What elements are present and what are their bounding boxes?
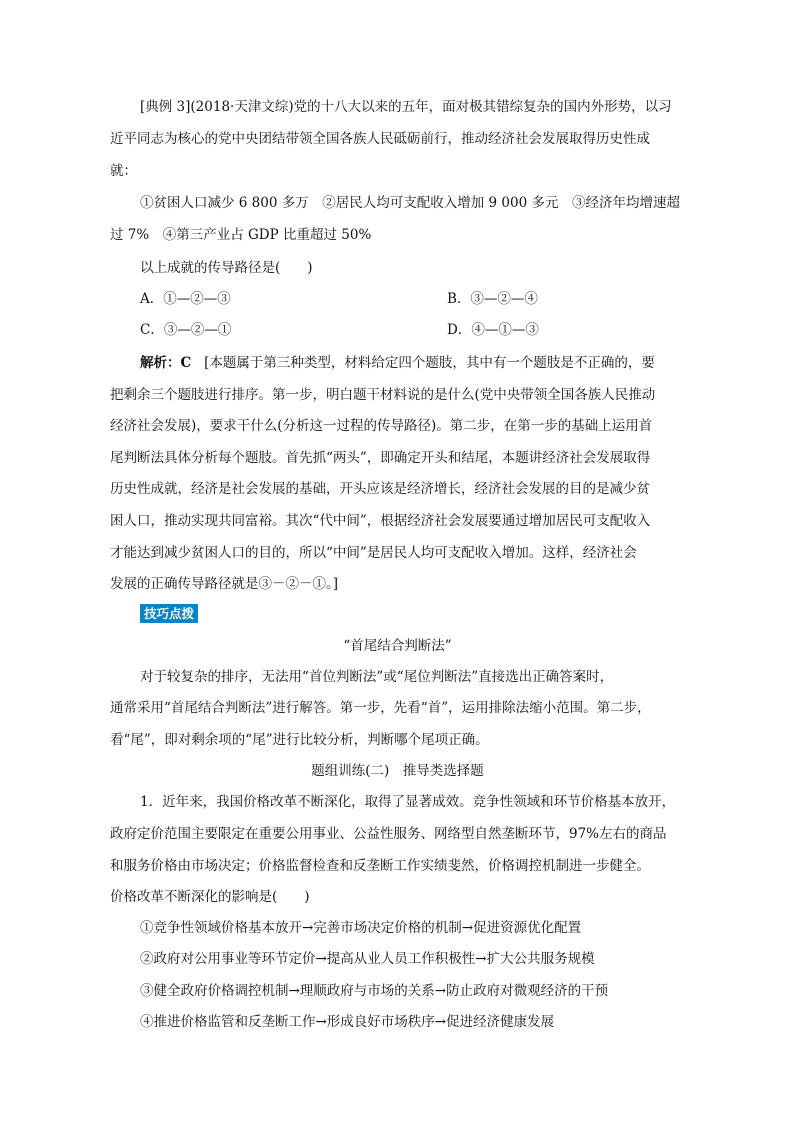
- example-line-1: [典例 3](2018·天津文综)党的十八大以来的五年，面对极其错综复杂的国内外形势，以习: [140, 99, 672, 115]
- analysis-line-6: 困人口，推动实现共同富裕。其次“代中间”，根据经济社会发展要通过增加居民可支配收入: [110, 513, 651, 529]
- option-b: B．③—②—④: [447, 291, 538, 307]
- analysis-line-3: 经济社会发展)，要求干什么(分析这一过程的传导路径)。第二步，在第一步的基础上运用首: [110, 418, 653, 434]
- option-a: A．①—②—③: [140, 291, 231, 307]
- example-line-3: 就：: [110, 163, 137, 179]
- analysis-label: 解析：: [140, 355, 181, 371]
- training-title: 题组训练(二) 推导类选择题: [311, 763, 484, 779]
- example-items-line-2: 过 7% ④第三产业占 GDP 比重超过 50%: [110, 227, 372, 243]
- example-line-2: 近平同志为核心的党中央团结带领全国各族人民砥砺前行，推动经济社会发展取得历史性成: [110, 131, 650, 147]
- q1-line-1: 1．近年来，我国价格改革不断深化，取得了显著成效。竞争性领域和环节价格基本放开，: [140, 794, 676, 810]
- q1-item-3: ③健全政府价格调控机制→理顺政府与市场的关系→防止政府对微观经济的干预: [140, 983, 609, 999]
- analysis-line-1: [140, 353, 655, 373]
- tip-line-3: 看“尾”，即对剩余项的“尾”进行比较分析，判断哪个尾项正确。: [110, 732, 489, 748]
- analysis-line-8: 发展的正确传导路径就是③－②－①。]: [110, 576, 339, 592]
- q1-item-4: ④推进价格监管和反垄断工作→形成良好市场秩序→促进经济健康发展: [140, 1014, 555, 1030]
- option-c: C．③—②—①: [140, 322, 232, 338]
- q1-line-4: 价格改革不断深化的影响是( ): [110, 889, 310, 905]
- q1-line-2: 政府定价范围主要限定在重要公用事业、公益性服务、网络型自然垄断环节，97%左右的商品: [110, 826, 667, 842]
- analysis-line-5: 历史性成就，经济是社会发展的基础，开头应该是经济增长，经济社会发展的目的是减少贫: [110, 481, 650, 497]
- analysis-line-2: 把剩余三个题肢进行排序。第一步，明白题干材料说的是什么(党中央带领全国各族人民推动: [110, 387, 656, 403]
- example-items-line-1: ①贫困人口减少 6 800 多万 ②居民人均可支配收入增加 9 000 多元 ③经济年均增速超: [140, 195, 680, 211]
- tip-line-2: 通常采用“首尾结合判断法”进行解答。第一步，先看“首”，运用排除法缩小范围。第二步，: [110, 700, 651, 716]
- analysis-text-1: [本题属于第三种类型，材料给定四个题肢，其中有一个题肢是不正确的，要: [204, 355, 655, 371]
- q1-item-1: ①竞争性领域价格基本放开→完善市场决定价格的机制→促进资源优化配置: [140, 920, 582, 936]
- tip-line-1: 对于较复杂的排序，无法用“首位判断法”或“尾位判断法”直接选出正确答案时，: [140, 669, 614, 685]
- analysis-line-4: 尾判断法具体分析每个题肢。首先抓“两头”，即确定开头和结尾，本题讲经济社会发展取得: [110, 450, 651, 466]
- analysis-answer: C: [180, 355, 192, 371]
- tip-title: “首尾结合判断法”: [343, 638, 452, 654]
- analysis-line-7: 才能达到减少贫困人口的目的，所以“中间”是居民人均可支配收入增加。这样，经济社会: [110, 545, 637, 561]
- tip-tag: 技巧点拨: [140, 604, 198, 623]
- q1-line-3: 和服务价格由市场决定；价格监督检查和反垄断工作实绩斐然，价格调控机制进一步健全。: [110, 858, 650, 874]
- q1-item-2: ②政府对公用事业等环节定价→提高从业人员工作积极性→扩大公共服务规模: [140, 951, 595, 967]
- option-d: D．④—①—③: [447, 322, 539, 338]
- example-question: 以上成就的传导路径是( ): [140, 260, 313, 276]
